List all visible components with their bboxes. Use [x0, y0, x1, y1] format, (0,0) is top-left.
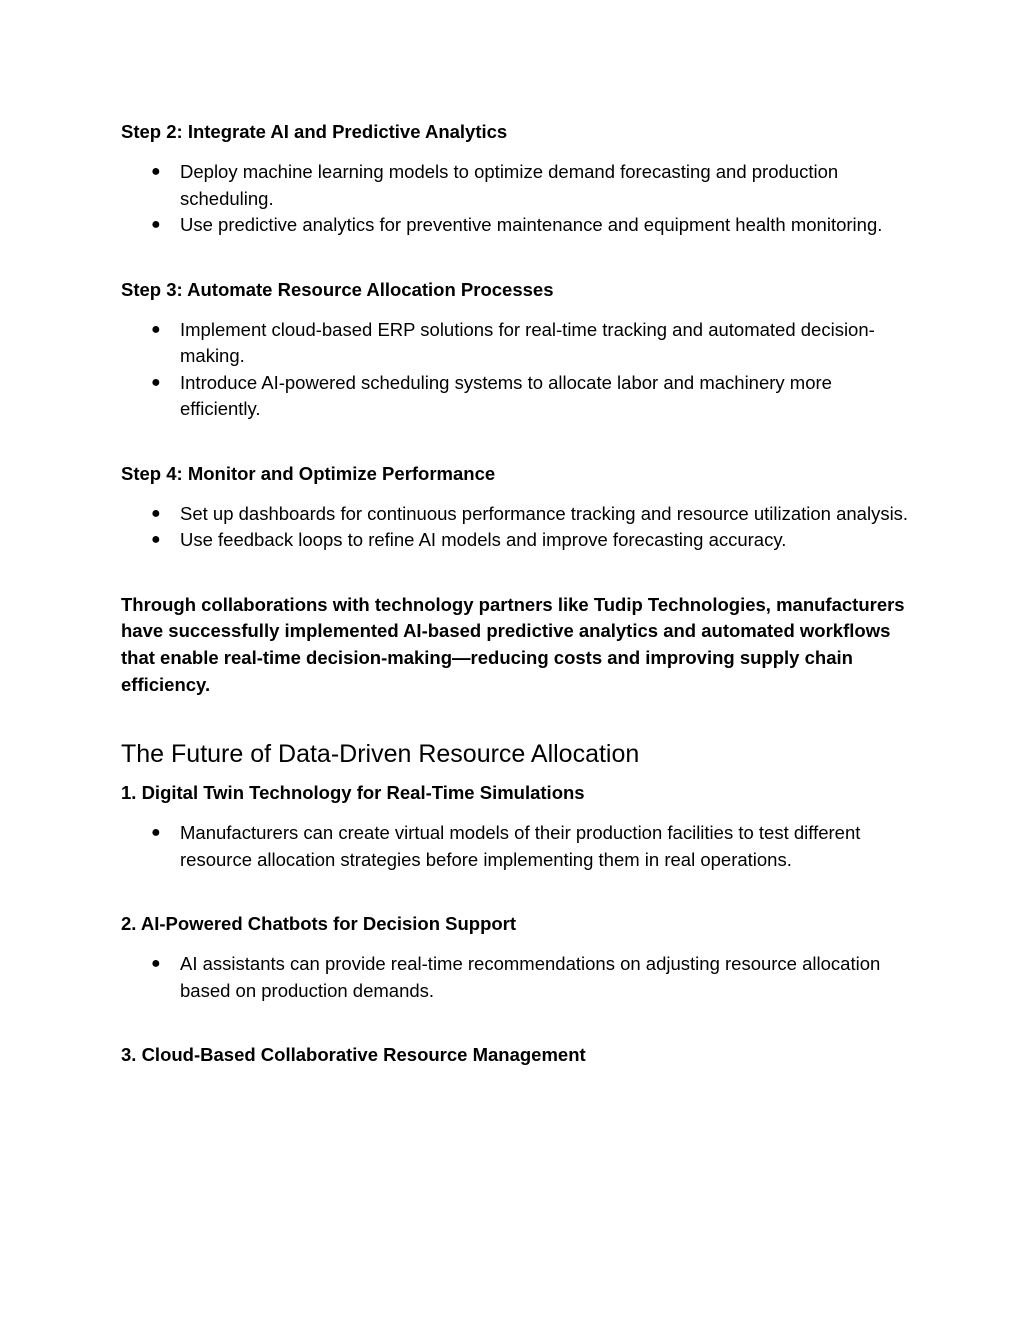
- list-item: [121, 951, 911, 1004]
- list-item-text: Introduce AI-powered scheduling systems to allocate labor and machinery more efficiently.: [180, 371, 832, 419]
- list-item: [121, 212, 911, 239]
- bullet-icon: ●: [151, 531, 161, 548]
- list-item: [121, 159, 911, 212]
- future-item-2: [121, 911, 911, 1004]
- list-item-text: Implement cloud-based ERP solutions for real-time tracking and automated decision-making.: [180, 318, 875, 366]
- list-item: [121, 317, 911, 370]
- step-4-heading: Step 4: Monitor and Optimize Performance: [121, 462, 496, 484]
- future-item-3-heading: 3. Cloud-Based Collaborative Resource Management: [121, 1044, 586, 1066]
- bullet-icon: ●: [151, 216, 161, 233]
- step-2-section: [121, 119, 911, 239]
- list-item-text: Use feedback loops to refine AI models and improve forecasting accuracy.: [180, 529, 787, 550]
- step-3-bullet-list: [121, 317, 911, 423]
- future-item-1: [121, 780, 911, 873]
- step-3-section: [121, 277, 911, 423]
- future-item-2-bullet-list: [121, 951, 911, 1004]
- list-item: [121, 501, 911, 528]
- future-item-1-heading: 1. Digital Twin Technology for Real-Time Simulations: [121, 782, 585, 804]
- document-page: [121, 119, 911, 1068]
- list-item: [121, 527, 911, 554]
- list-item-text: Use predictive analytics for preventive maintenance and equipment health monitoring.: [180, 214, 883, 235]
- list-item-text: AI assistants can provide real-time recommendations on adjusting resource allocation based on production demands.: [180, 953, 881, 1001]
- list-item: [121, 370, 911, 423]
- future-item-2-heading: 2. AI-Powered Chatbots for Decision Support: [121, 913, 517, 935]
- step-2-heading: Step 2: Integrate AI and Predictive Analytics: [121, 121, 508, 142]
- bullet-icon: ●: [151, 504, 161, 522]
- bullet-icon: ●: [151, 373, 161, 391]
- future-item-3: [121, 1042, 911, 1068]
- step-4-section: [121, 461, 911, 554]
- future-section-title: The Future of Data-Driven Resource Allocation: [121, 740, 640, 769]
- bullet-icon: ●: [151, 320, 161, 338]
- future-item-1-bullet-list: [121, 820, 911, 873]
- list-item-text: Set up dashboards for continuous performance tracking and resource utilization analysis.: [180, 502, 909, 524]
- bullet-icon: ●: [151, 163, 161, 180]
- list-item-text: Manufacturers can create virtual models of their production facilities to test different resource allocation strategies before implementing them in real operations.: [180, 822, 861, 870]
- list-item: [121, 820, 911, 873]
- bullet-icon: ●: [151, 955, 161, 973]
- list-item-text: Deploy machine learning models to optimize demand forecasting and production scheduling.: [180, 161, 839, 209]
- step-3-heading: Step 3: Automate Resource Allocation Processes: [121, 278, 554, 300]
- step-2-bullet-list: [121, 159, 911, 239]
- bullet-icon: ●: [151, 824, 161, 842]
- step-4-bullet-list: [121, 501, 911, 554]
- closing-paragraph: Through collaborations with technology partners like Tudip Technologies, manufacturers have successfully implemented AI-based predictive analytics and automated workflows that enable real-time decision-making—reducing costs and improving supply chain efficiency.: [121, 593, 905, 695]
